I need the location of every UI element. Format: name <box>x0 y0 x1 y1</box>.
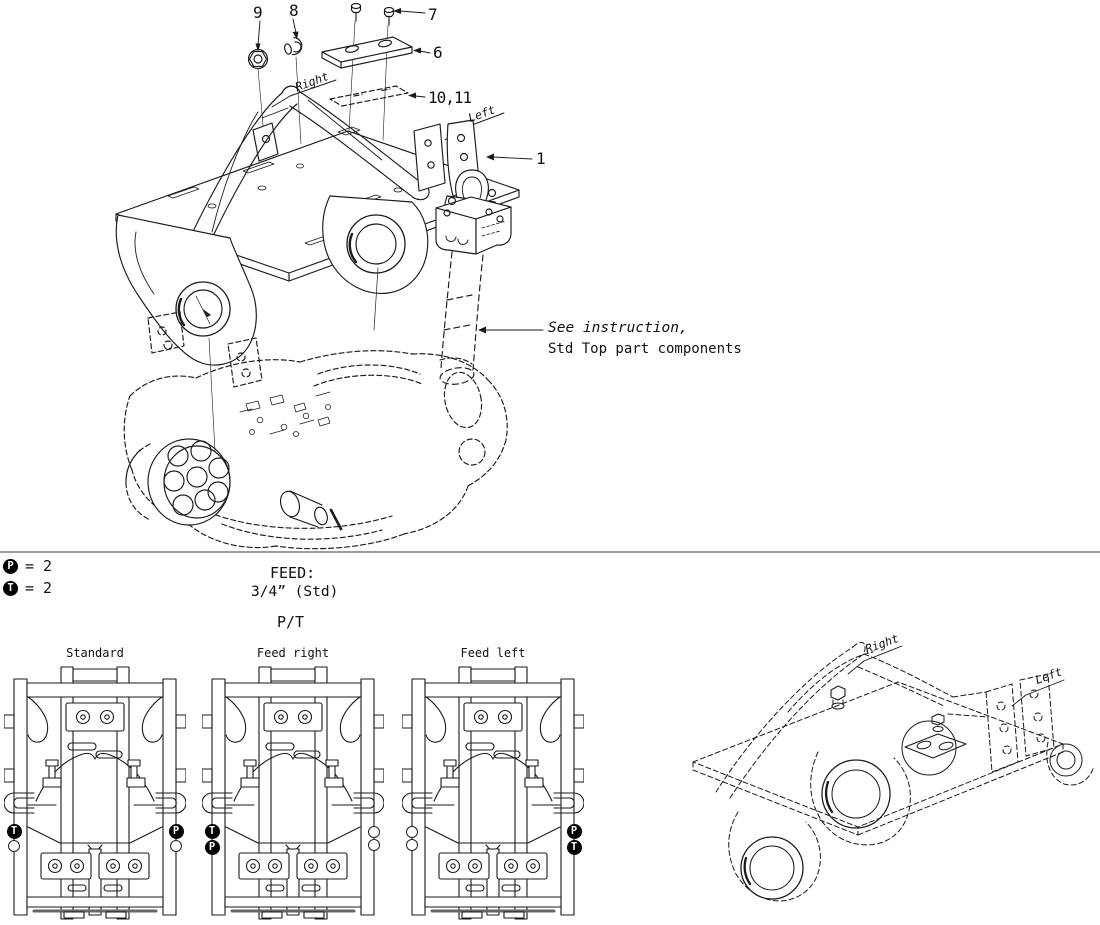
port-ring <box>406 839 418 851</box>
legend-row-t <box>3 579 52 597</box>
center-bore <box>323 196 428 330</box>
instruction-note-line2: Std Top part components <box>548 341 742 357</box>
view-label-standard: Standard <box>66 646 124 660</box>
nut-icon <box>249 50 268 69</box>
iso-right-label: Right <box>863 631 901 656</box>
feed-left-left-ports <box>404 826 420 851</box>
feed-heading: FEED: <box>270 564 316 582</box>
p-port-count: = 2 <box>25 557 53 575</box>
callout-9: 9 <box>253 3 262 22</box>
port-badge: P <box>169 824 184 839</box>
feed-size: 3/4” (Std) <box>251 584 339 600</box>
callout-8: 8 <box>289 1 298 20</box>
port-badge: T <box>205 824 220 839</box>
callout-1: 1 <box>536 149 545 168</box>
feed-right-left-ports <box>204 824 220 855</box>
front-view-feed-left <box>402 646 588 924</box>
port-badge: T <box>7 824 22 839</box>
callout-10-11: 10,11 <box>428 88 472 107</box>
manifold-detail <box>240 392 331 437</box>
port-ring <box>368 839 380 851</box>
main-right-label: Right <box>293 69 331 94</box>
callout-6: 6 <box>433 43 442 62</box>
iso-detail-diagram <box>668 622 1100 925</box>
port-badge: P <box>205 840 220 855</box>
standard-right-ports <box>168 824 184 852</box>
iso-dashed-frame <box>693 642 1094 900</box>
section-divider <box>0 551 1100 553</box>
port-badge: P <box>567 824 582 839</box>
bolt-7b-icon <box>385 8 394 26</box>
front-view-feed-right-drawing <box>202 665 384 921</box>
t-port-count: = 2 <box>25 579 53 597</box>
standard-left-ports <box>6 824 22 852</box>
instruction-note-line1: See instruction, <box>548 320 688 336</box>
port-ring <box>8 840 20 852</box>
legend-row-p <box>3 557 52 575</box>
feed-right-right-ports <box>366 826 382 851</box>
clamp-plate-icon <box>322 37 412 68</box>
iso-solid-details <box>741 646 1082 899</box>
tilt-cylinder-dashed <box>439 252 483 386</box>
port-ring <box>368 826 380 838</box>
front-view-feed-left-drawing <box>402 665 584 921</box>
bolt-7a-icon <box>352 4 361 22</box>
swivel-ports <box>148 439 230 525</box>
plug-icon <box>284 38 302 55</box>
main-left-label: Left <box>466 102 498 125</box>
iso-left-label: Left <box>1033 664 1065 687</box>
t-port-badge: T <box>3 581 18 596</box>
feed-config: P/T <box>277 613 305 631</box>
feed-left-right-ports <box>566 824 582 855</box>
front-view-standard-drawing <box>4 665 186 921</box>
port-ring <box>406 826 418 838</box>
port-badge: T <box>567 840 582 855</box>
port-ring <box>170 840 182 852</box>
callout-7: 7 <box>428 5 437 24</box>
front-view-standard <box>4 646 190 924</box>
shim-plate-icon <box>330 86 408 106</box>
p-port-badge: P <box>3 559 18 574</box>
view-label-feed-right: Feed right <box>256 646 330 660</box>
front-view-feed-right <box>202 646 388 924</box>
view-label-feed-left: Feed left <box>460 646 526 660</box>
